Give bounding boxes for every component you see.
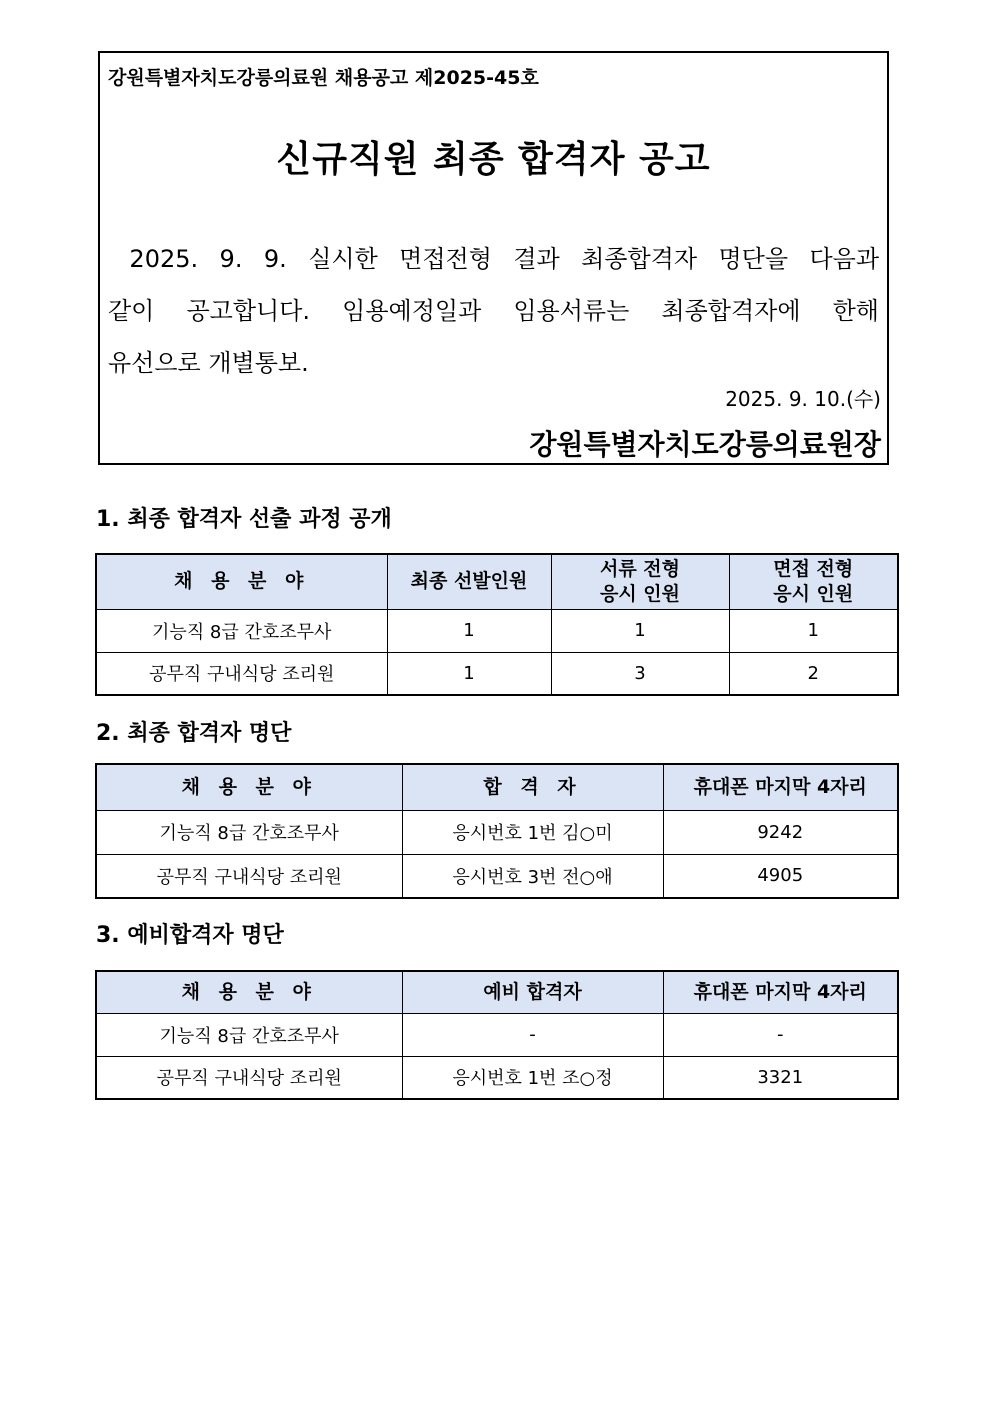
notice-number: 강원특별자치도강릉의료원 채용공고 제2025-45호 xyxy=(108,67,539,89)
table-header-row xyxy=(96,971,898,1013)
table-cell: 2 xyxy=(729,652,898,695)
table-row xyxy=(96,609,898,652)
table-cell: - xyxy=(402,1013,663,1056)
table-header: 휴대폰 마지막 4자리 xyxy=(663,764,898,810)
table-cell: 기능직 8급 간호조무사 xyxy=(96,1013,402,1056)
table-header-row xyxy=(96,554,898,609)
table-cell: 3321 xyxy=(663,1056,898,1099)
table-cell: 응시번호 1번 김○미 xyxy=(402,810,663,854)
notice-body-line: 같이 공고합니다. 임용예정일과 임용서류는 최종합격자에 한해 xyxy=(108,297,879,325)
table-cell: 공무직 구내식당 조리원 xyxy=(96,652,387,695)
table-cell: 3 xyxy=(551,652,729,695)
table-cell: - xyxy=(663,1013,898,1056)
section-heading-process: 1. 최종 합격자 선출 과정 공개 xyxy=(96,507,392,532)
table-cell: 1 xyxy=(729,609,898,652)
table-row xyxy=(96,652,898,695)
table-cell: 응시번호 1번 조○정 xyxy=(402,1056,663,1099)
table-cell: 9242 xyxy=(663,810,898,854)
table-header: 면접 전형 응시 인원 xyxy=(729,554,898,609)
table-cell: 공무직 구내식당 조리원 xyxy=(96,854,402,898)
notice-issuer: 강원특별자치도강릉의료원장 xyxy=(529,428,881,461)
table-header: 최종 선발인원 xyxy=(387,554,551,609)
section-heading-reserves: 3. 예비합격자 명단 xyxy=(96,923,284,948)
notice-title: 신규직원 최종 합격자 공고 xyxy=(276,139,711,180)
reserves-table xyxy=(95,970,899,1100)
table-row xyxy=(96,810,898,854)
process-table xyxy=(95,553,899,696)
table-cell: 1 xyxy=(387,652,551,695)
table-header: 서류 전형 응시 인원 xyxy=(551,554,729,609)
section-heading-finalists: 2. 최종 합격자 명단 xyxy=(96,721,292,746)
table-cell: 4905 xyxy=(663,854,898,898)
table-cell: 기능직 8급 간호조무사 xyxy=(96,609,387,652)
notice-date: 2025. 9. 10.(수) xyxy=(725,387,881,411)
notice-body xyxy=(108,233,879,389)
table-header: 휴대폰 마지막 4자리 xyxy=(663,971,898,1013)
table-row xyxy=(96,1013,898,1056)
notice-body-line: 유선으로 개별통보. xyxy=(108,349,309,377)
table-cell: 1 xyxy=(387,609,551,652)
table-header: 채 용 분 야 xyxy=(96,971,402,1013)
table-header-row xyxy=(96,764,898,810)
table-header: 예비 합격자 xyxy=(402,971,663,1013)
table-cell: 응시번호 3번 전○애 xyxy=(402,854,663,898)
finalists-table xyxy=(95,763,899,899)
table-row xyxy=(96,1056,898,1099)
table-header: 채 용 분 야 xyxy=(96,764,402,810)
table-row xyxy=(96,854,898,898)
notice-box xyxy=(98,51,889,465)
table-cell: 공무직 구내식당 조리원 xyxy=(96,1056,402,1099)
table-cell: 1 xyxy=(551,609,729,652)
notice-body-line: 2025. 9. 9. 실시한 면접전형 결과 최종합격자 명단을 다음과 xyxy=(108,245,879,273)
table-cell: 기능직 8급 간호조무사 xyxy=(96,810,402,854)
table-header: 합 격 자 xyxy=(402,764,663,810)
table-header: 채 용 분 야 xyxy=(96,554,387,609)
